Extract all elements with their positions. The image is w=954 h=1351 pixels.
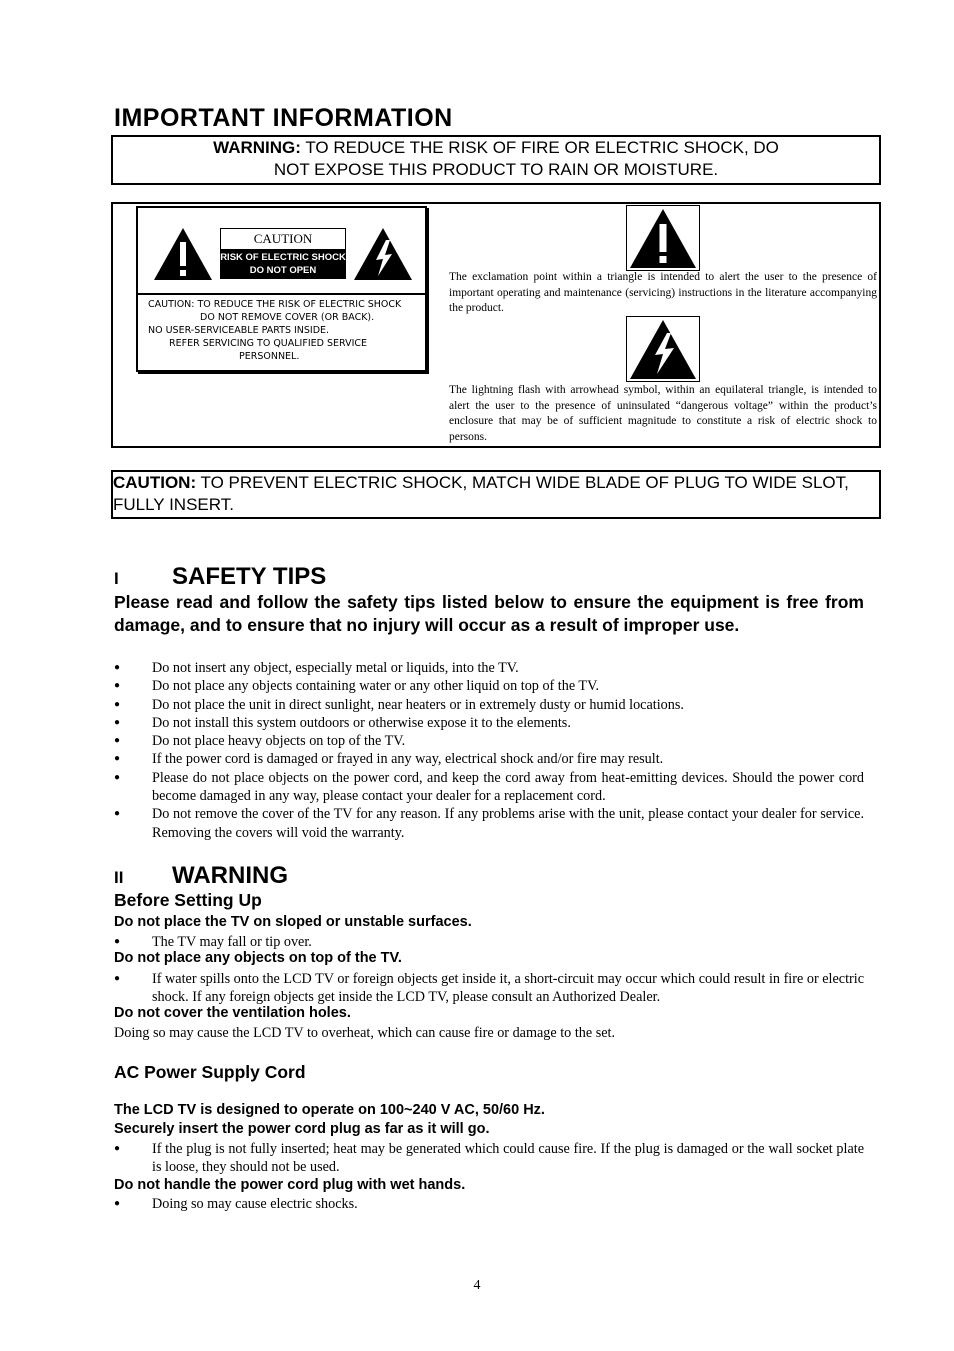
caution-text-line4: REFER SERVICING TO QUALIFIED SERVICE <box>169 338 368 349</box>
caution-badge-line2: DO NOT OPEN <box>249 265 317 276</box>
caution-box <box>111 470 881 519</box>
warning-line2: NOT EXPOSE THIS PRODUCT TO RAIN OR MOISTURE. <box>273 160 719 179</box>
lightning-triangle-icon <box>352 226 414 282</box>
list-item: ● Do not remove the cover of the TV for any reason. If any problems arise with the unit, please contact your dealer for service. Removing the covers will void the warranty. <box>114 805 864 842</box>
sloped-list <box>114 933 864 951</box>
section-number: II <box>114 868 124 887</box>
objects-list <box>114 970 864 1007</box>
list-item: ● If water spills onto the LCD TV or foreign objects get inside it, a short-circuit may occur which could result in fire or electric shock. If any foreign objects get inside the LCD TV, please consult an Authorized Dealer. <box>114 970 864 1007</box>
ac-power-heading: AC Power Supply Cord <box>114 1062 306 1082</box>
section-heading-safety-tips <box>114 563 326 591</box>
caution-text-line2: DO NOT REMOVE COVER (OR BACK). <box>200 312 375 323</box>
list-item: ● Do not place any objects containing water or any other liquid on top of the TV. <box>114 677 864 695</box>
wet-hands-heading: Do not handle the power cord plug with wet hands. <box>114 1177 466 1193</box>
lightning-triangle-icon <box>627 317 699 381</box>
safety-intro: Please read and follow the safety tips listed below to ensure the equipment is free from damage, and to ensure that no injury will occur as a result of improper use. <box>114 592 864 635</box>
caution-text-line3: NO USER-SERVICEABLE PARTS INSIDE. <box>148 325 330 336</box>
caution-label-text: CAUTION: <box>113 473 197 492</box>
exclamation-triangle-icon <box>152 226 214 282</box>
safety-tips-list <box>114 659 864 842</box>
lightning-symbol-image <box>626 316 700 382</box>
list-item: ● Please do not place objects on the power cord, and keep the cord away from heat-emitting devices. Should the power cord become damaged in any way, please contact your dealer for a replacement cord. <box>114 769 864 806</box>
symbols-box <box>111 202 881 448</box>
ventilation-heading: Do not cover the ventilation holes. <box>114 1005 351 1021</box>
section-title: WARNING <box>172 862 288 889</box>
warning-box <box>111 135 881 185</box>
section-title: SAFETY TIPS <box>172 563 327 590</box>
list-item: ● Do not place heavy objects on top of the TV. <box>114 732 864 750</box>
list-item: ● Do not install this system outdoors or otherwise expose it to the elements. <box>114 714 864 732</box>
caution-badge <box>220 228 344 278</box>
objects-on-top-heading: Do not place any objects on top of the TV. <box>114 950 402 966</box>
exclamation-symbol-image <box>626 205 700 271</box>
wet-hands-list <box>114 1195 864 1213</box>
list-item: ● If the power cord is damaged or frayed in any way, electrical shock and/or fire may result. <box>114 750 864 768</box>
list-item: ● Do not place the unit in direct sunlight, near heaters or in extremely dusty or humid locations. <box>114 696 864 714</box>
caution-label <box>136 206 427 372</box>
warning-label: WARNING: <box>213 138 301 157</box>
list-item: ● Do not insert any object, especially metal or liquids, into the TV. <box>114 659 864 677</box>
caution-badge-line1: RISK OF ELECTRIC SHOCK <box>220 252 346 263</box>
page-number: 4 <box>473 1278 481 1293</box>
caution-text-line1: CAUTION: TO REDUCE THE RISK OF ELECTRIC SHOCK <box>148 299 402 310</box>
ventilation-text: Doing so may cause the LCD TV to overheat, which can cause fire or damage to the set. <box>114 1025 616 1041</box>
lightning-description: The lightning flash with arrowhead symbol, within an equilateral triangle, is intended to alert the user to the presence of uninsulated “dangerous voltage” within the product’s enclosure that may be of sufficient magnitude to constitute a risk of electric shock to persons. <box>449 384 877 443</box>
section-number: I <box>114 569 119 588</box>
caution-badge-title: CAUTION <box>220 228 346 250</box>
insert-list <box>114 1140 864 1177</box>
page-title: IMPORTANT INFORMATION <box>114 104 453 132</box>
section-heading-warning <box>114 862 288 890</box>
list-item: ● If the plug is not fully inserted; heat may be generated which could cause fire. If the plug is damaged or the wall socket plate is loose, they should not be used. <box>114 1140 864 1177</box>
warning-line1: TO REDUCE THE RISK OF FIRE OR ELECTRIC SHOCK, DO <box>305 138 779 157</box>
before-setting-up-heading: Before Setting Up <box>114 890 262 910</box>
insert-plug-heading: Securely insert the power cord plug as far as it will go. <box>114 1121 490 1137</box>
voltage-heading: The LCD TV is designed to operate on 100~240 V AC, 50/60 Hz. <box>114 1102 545 1118</box>
list-item: ● Doing so may cause electric shocks. <box>114 1195 864 1213</box>
caution-text-line5: PERSONNEL. <box>239 351 300 362</box>
sloped-surfaces-heading: Do not place the TV on sloped or unstable surfaces. <box>114 914 472 930</box>
list-item: ● The TV may fall or tip over. <box>114 933 864 951</box>
caution-text: TO PREVENT ELECTRIC SHOCK, MATCH WIDE BLADE OF PLUG TO WIDE SLOT, FULLY INSERT. <box>113 473 849 514</box>
exclamation-description: The exclamation point within a triangle is intended to alert the user to the presence of important operating and maintenance (servicing) instructions in the literature accompanying the product. <box>449 271 877 314</box>
exclamation-triangle-icon <box>627 206 699 270</box>
